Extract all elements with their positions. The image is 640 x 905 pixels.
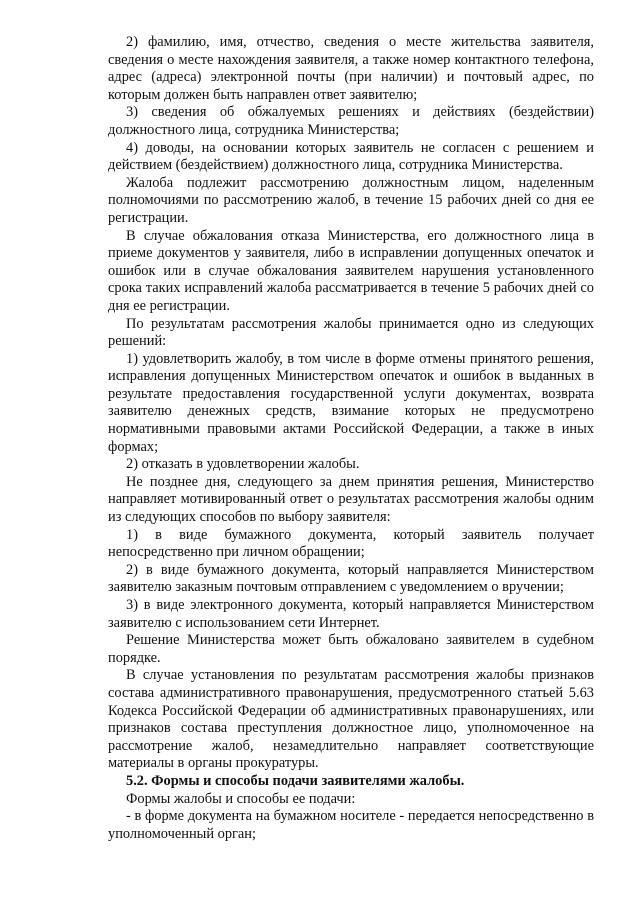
paragraph-prosecutor-referral: В случае установления по результатам рассмотрения жалобы признаков состава административного правонарушения, предусмотренного статьей 5.63 Кодекса Российской Федерации об административных правонарушениях, или признаков состава преступления должностное лицо, уполномоченное на рассмотрение жалоб, незамедлительно направляет соответствующие материалы в органы прокуратуры. [108, 667, 594, 772]
paragraph-refuse-complaint: 2) отказать в удовлетворении жалобы. [126, 456, 360, 473]
paragraph-response-in-person: 1) в виде бумажного документа, который заявитель получает непосредственно при личном обращении; [108, 526, 594, 561]
paragraph-response-by-mail: 2) в виде бумажного документа, который направляется Министерством заявителю заказным почтовым отправлением с уведомлением о вручении; [108, 561, 594, 596]
paragraph-refusal-appeal: В случае обжалования отказа Министерства, его должностного лица в приеме документов у заявителя, либо в исправлении допущенных опечаток и ошибок или в случае обжалования заявителем нарушения установленного срока таких исправлений жалоба рассматривается в течение 5 рабочих дней со дня ее регистрации. [108, 227, 594, 314]
paragraph-arguments: 4) доводы, на основании которых заявитель не согласен с решением и действием (бездействием) должностного лица, сотрудника Министерства. [108, 139, 594, 174]
paragraph-response-delivery: Не позднее дня, следующего за днем принятия решения, Министерство направляет мотивированный ответ о результатах рассмотрения жалобы одним из следующих способов по выбору заявителя: [108, 473, 594, 526]
paragraph-complaint-forms: Формы жалобы и способы ее подачи: [126, 790, 356, 807]
paragraph-review-term: Жалоба подлежит рассмотрению должностным лицом, наделенным полномочиями по рассмотрению жалоб, в течение 15 рабочих дней со дня ее регистрации. [108, 174, 594, 226]
paragraph-response-electronic: 3) в виде электронного документа, который направляется Министерством заявителю с использованием сети Интернет. [108, 597, 594, 631]
section-heading: 5.2. Формы и способы подачи заявителями жалобы. [126, 772, 465, 789]
paragraph-review-results: По результатам рассмотрения жалобы принимается одно из следующих решений: [108, 315, 594, 350]
paragraph-applicant-details: 2) фамилию, имя, отчество, сведения о месте жительства заявителя, сведения о месте нахождения заявителя, а также номер контактного телефона, адрес (адреса) электронной почты (при наличии) и почтовый адрес, по которым должен быть направлен ответ заявителю; [108, 34, 594, 103]
paragraph-appealed-decisions: 3) сведения об обжалуемых решениях и действиях (бездействии) должностного лица, сотрудника Министерства; [108, 104, 594, 138]
paragraph-court-appeal: Решение Министерства может быть обжаловано заявителем в судебном порядке. [108, 632, 594, 666]
paragraph-satisfy-complaint: 1) удовлетворить жалобу, в том числе в форме отмены принятого решения, исправления допущенных Министерством опечаток и ошибок в выданных в результате предоставления государственной услуги документах, возврата заявителю денежных средств, взимание которых не предусмотрено нормативными правовыми актами Российской Федерации, а также в иных формах; [108, 350, 594, 455]
paragraph-paper-form: - в форме документа на бумажном носителе - передается непосредственно в уполномоченный орган; [108, 808, 594, 842]
document-page [108, 34, 594, 843]
